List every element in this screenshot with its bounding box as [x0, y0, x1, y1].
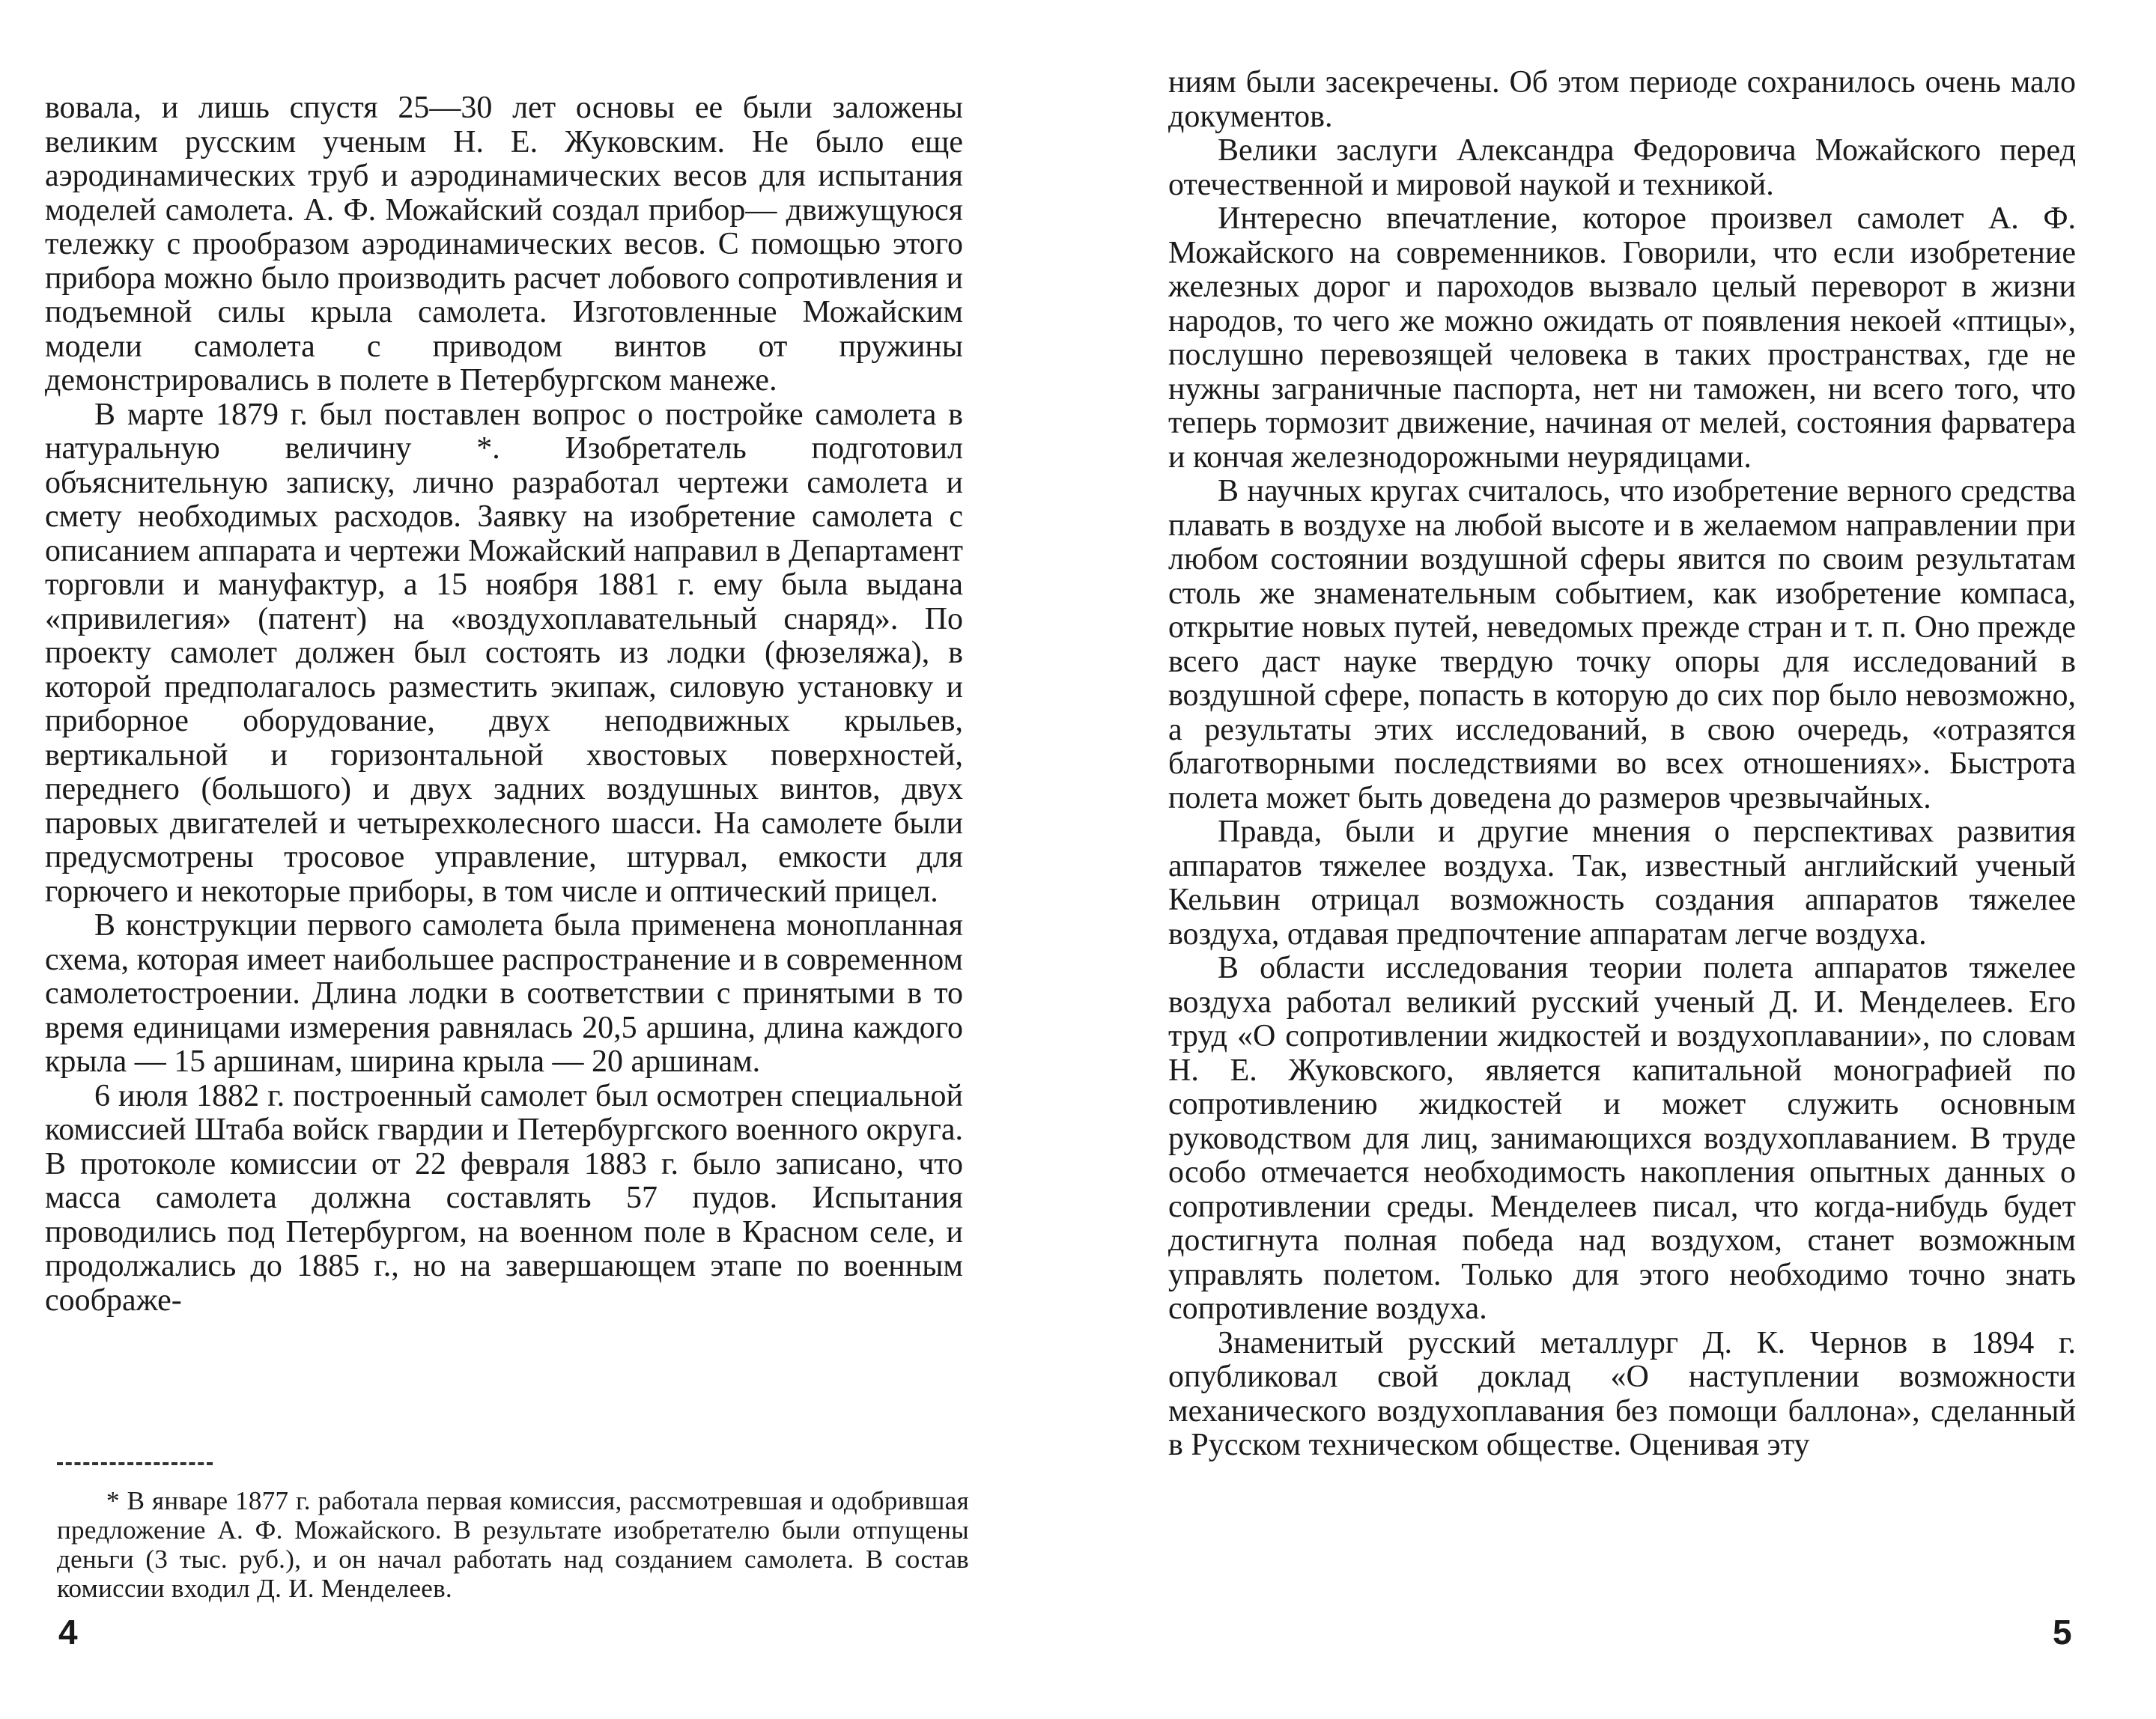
- paragraph: вовала, и лишь спустя 25—30 лет основы ее были заложены великим русским ученым Н. Е. Жуковским. Не было еще аэродинамических труб и аэродинамических весов для испытания моделей самолета. А. Ф. Можайский создал прибор— движущуюся тележку с прообразом аэродинамических весов. С помощью этого прибора можно было производить расчет лобового сопротивления и подъемной силы крыла самолета. Изготовленные Можайским модели самолета с приводом винтов от пружины демонстрировались в полете в Петербургском манеже.: [45, 91, 963, 398]
- paragraph: В области исследования теории полета аппаратов тяжелее воздуха работал великий русский ученый Д. И. Менделеев. Его труд «О сопротивлении жидкостей и воздухоплавании», по словам Н. Е. Жуковского, является капитальной монографией по сопротивлению жидкостей и может служить основным руководством для лиц, занимающихся воздухоплаванием. В труде особо отмечается необходимость накопления опытных данных о сопротивлении среды. Менделеев писал, что когда-нибудь будет достигнута полная победа над воздухом, станет возможным управлять полетом. Только для этого необходимо точно знать сопротивление воздуха.: [1168, 951, 2076, 1326]
- paragraph: Интересно впечатление, которое произвел самолет А. Ф. Можайского на современников. Говорили, что если изобретение железных дорог и пароходов вызвало целый переворот в жизни народов, то чего же можно ожидать от появления некоей «птицы», послушно перевозящей человека в таких пространствах, где не нужны заграничные паспорта, нет ни таможен, ни всего того, что теперь тормозит движение, начиная от мелей, состояния фарватера и кончая железнодорожными неурядицами.: [1168, 201, 2076, 475]
- paragraph: Знаменитый русский металлург Д. К. Чернов в 1894 г. опубликовал свой доклад «О наступлении возможности механического воздухоплавания без помощи баллона», сделанный в Русском техническом обществе. Оценивая эту: [1168, 1325, 2076, 1462]
- page-number: 5: [2053, 1613, 2072, 1652]
- paragraph: В конструкции первого самолета была применена монопланная схема, которая имеет наибольшее распространение и в современном самолетостроении. Длина лодки в соответствии с принятыми в то время единицами измерения равнялась 20,5 аршина, длина каждого крыла — 15 аршинам, ширина крыла — 20 аршинам.: [45, 908, 963, 1079]
- paragraph: Правда, были и другие мнения о перспективах развития аппаратов тяжелее воздуха. Так, известный английский ученый Кельвин отрицал возможность создания аппаратов тяжелее воздуха, отдавая предпочтение аппаратам легче воздуха.: [1168, 815, 2076, 952]
- footnote: * В январе 1877 г. работала первая комиссия, рассмотревшая и одобрившая предложение А. Ф. Можайского. В результате изобретателю были отпущены деньги (3 тыс. руб.), и он начал работать над созданием самолета. В состав комиссии входил Д. И. Менделеев.: [57, 1486, 969, 1603]
- paragraph: В марте 1879 г. был поставлен вопрос о постройке самолета в натуральную величину *. Изобретатель подготовил объяснительную записку, лично разработал чертежи самолета и смету необходимых расходов. Заявку на изобретение самолета с описанием аппарата и чертежи Можайский направил в Департамент торговли и мануфактур, а 15 ноября 1881 г. ему была выдана «привилегия» (патент) на «воздухоплавательный снаряд». По проекту самолет должен был состоять из лодки (фюзеляжа), в которой предполагалось разместить экипаж, силовую установку и приборное оборудование, двух неподвижных крыльев, вертикальной и горизонтальной хвостовых поверхностей, переднего (большого) и двух задних воздушных винтов, двух паровых двигателей и четырехколесного шасси. На самолете были предусмотрены тросовое управление, штурвал, емкости для горючего и некоторые приборы, в том числе и оптический прицел.: [45, 397, 963, 909]
- paragraph: В научных кругах считалось, что изобретение верного средства плавать в воздухе на любой высоте и в желаемом направлении при любом состоянии воздушной сферы явится по своим результатам столь же знаменательным событием, как изобретение компаса, открытие новых путей, неведомых прежде стран и т. п. Оно прежде всего даст науке твердую точку опоры для исследований в воздушной сфере, попасть в которую до сих пор было невозможно, а результаты этих исследований, в свою очередь, «отразятся благотворными последствиями во всех отношениях». Быстрота полета может быть доведена до размеров чрезвычайных.: [1168, 474, 2076, 815]
- footnote-divider: [57, 1462, 213, 1465]
- right-page-body: [1168, 66, 2076, 1463]
- paragraph: 6 июля 1882 г. построенный самолет был осмотрен специальной комиссией Штаба войск гвардии и Петербургского военного округа. В протоколе комиссии от 22 февраля 1883 г. было записано, что масса самолета должна составлять 57 пудов. Испытания проводились под Петербургом, на военном поле в Красном селе, и продолжались до 1885 г., но на завершающем этапе по военным соображе-: [45, 1078, 963, 1318]
- page-number: 4: [58, 1613, 78, 1652]
- right-page: [1078, 0, 2156, 1719]
- left-page-body: [45, 91, 963, 1318]
- paragraph: ниям были засекречены. Об этом периоде сохранилось очень мало документов.: [1168, 65, 2076, 134]
- paragraph: Велики заслуги Александра Федоровича Можайского перед отечественной и мировой наукой и техникой.: [1168, 133, 2076, 202]
